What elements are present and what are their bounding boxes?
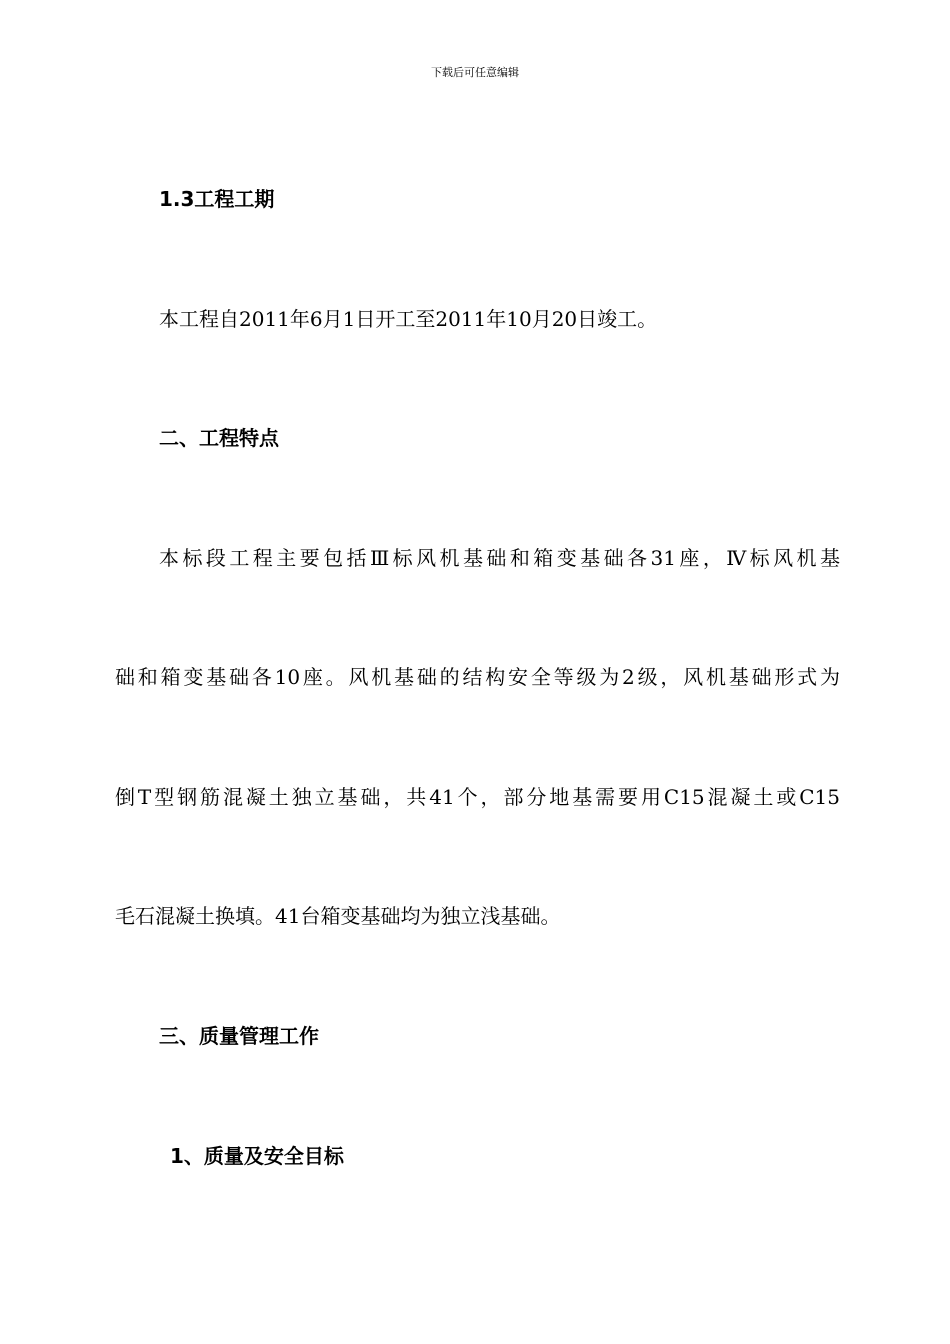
- section-1-3-body: 本工程自2011年6月1日开工至2011年10月20日竣工。: [159, 307, 658, 331]
- section-2-line-3: 倒T型钢筋混凝土独立基础，共41个，部分地基需要用C15混凝土或C15: [115, 785, 840, 809]
- section-heading-3: 三、质量管理工作: [159, 1024, 319, 1048]
- page-header: 下载后可任意编辑: [431, 66, 519, 79]
- section-2-line-2: 础和箱变基础各10座。风机基础的结构安全等级为2级，风机基础形式为: [115, 665, 840, 689]
- section-heading-1-3: 1.3工程工期: [159, 187, 275, 211]
- section-heading-2: 二、工程特点: [159, 426, 279, 450]
- section-2-line-1: 本标段工程主要包括Ⅲ标风机基础和箱变基础各31座，Ⅳ标风机基: [159, 546, 840, 570]
- section-2-line-4: 毛石混凝土换填。41台箱变基础均为独立浅基础。: [115, 904, 561, 928]
- section-heading-3-1: 1、质量及安全目标: [170, 1144, 344, 1168]
